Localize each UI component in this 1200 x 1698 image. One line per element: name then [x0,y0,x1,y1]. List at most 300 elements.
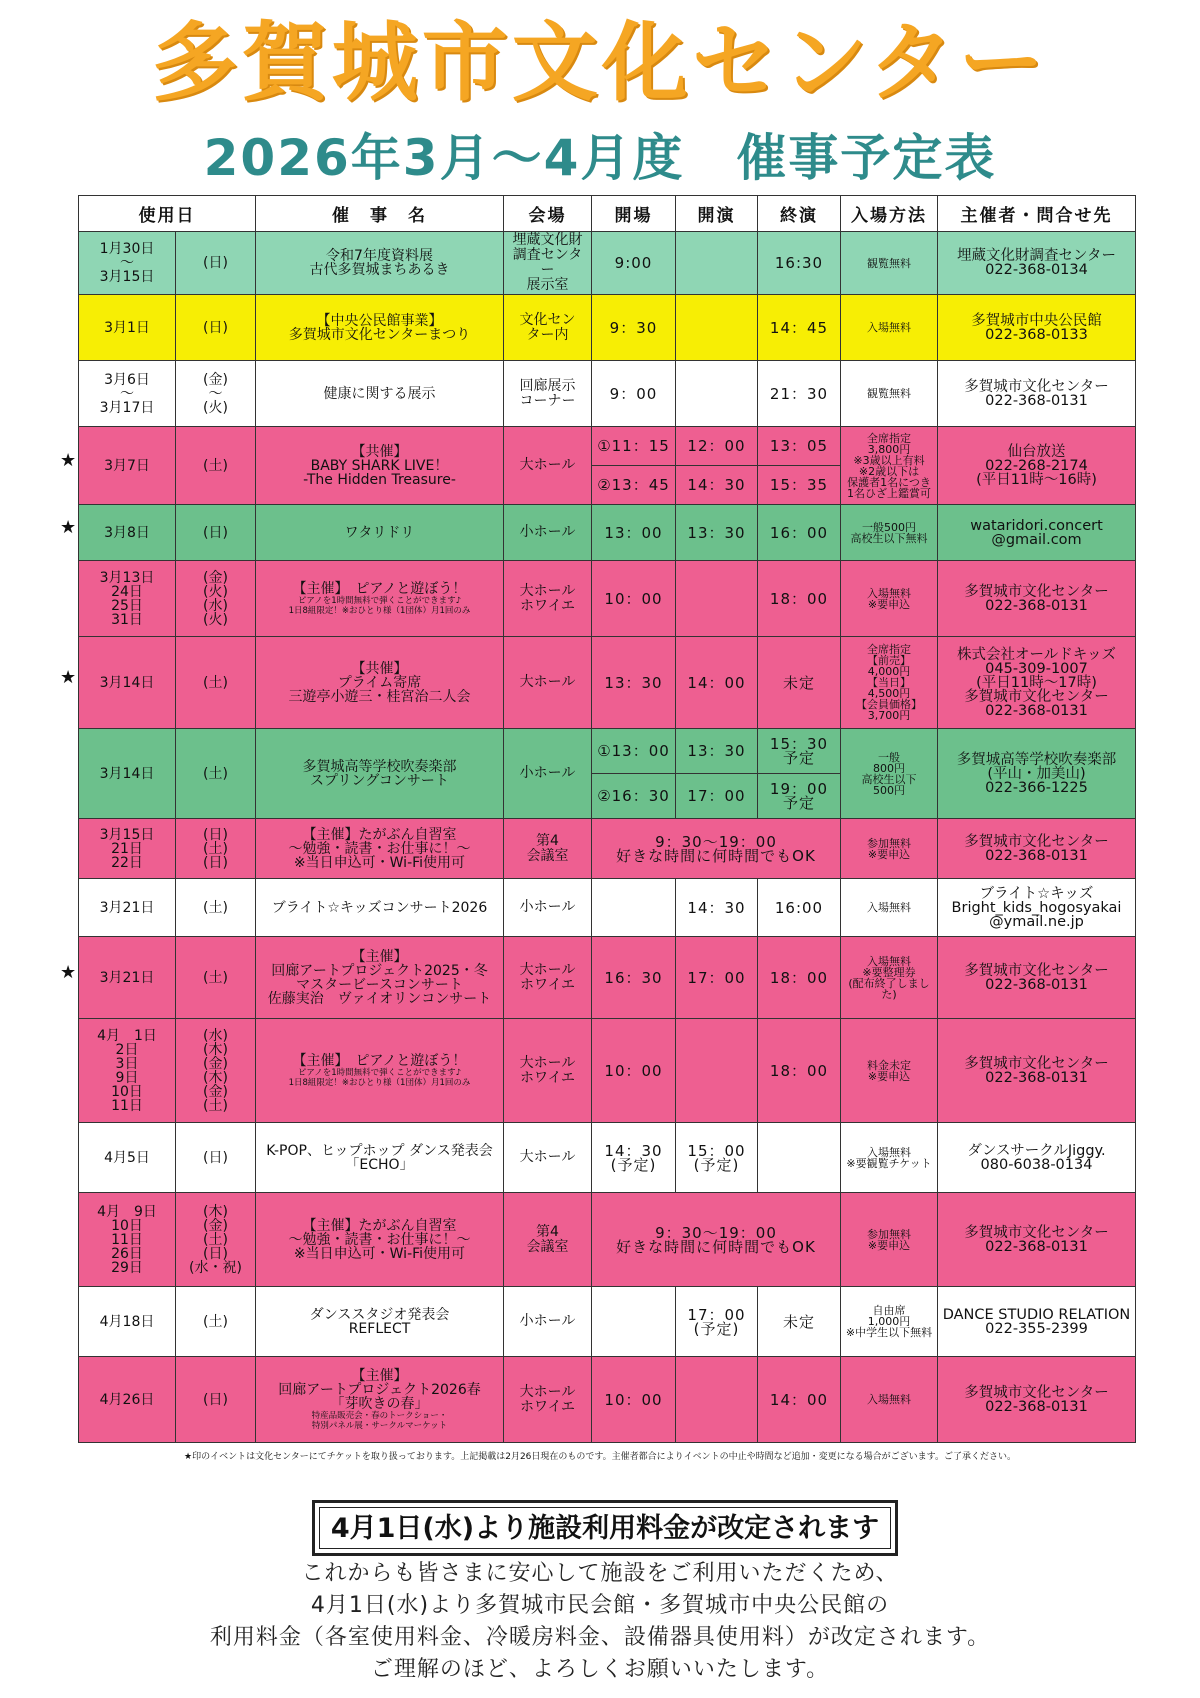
text-line: 入場無料 [867,954,911,968]
text-line: 10日 [111,1083,143,1100]
text-line: 11日 [111,1231,143,1248]
event-name-cell [256,505,504,561]
text-line: ※要観覧チケット [846,1156,932,1170]
text-line: 〜勉強・読書・お仕事に！〜 [288,840,471,857]
date-cell [79,1287,176,1357]
table-row[interactable] [79,505,1136,561]
start-time-cell [676,561,758,637]
event-name-cell [256,729,504,819]
text-line: (平日11時〜16時) [976,471,1097,488]
text-line: 多賀城高等学校吹奏楽部 [302,758,457,775]
text-line: 多賀城市文化センター [964,962,1109,979]
text-line: 株式会社オールドキッズ [957,646,1116,663]
text-line: (金) [203,569,228,586]
text-line: (土) [203,1313,228,1330]
text-line: ホワイエ [519,1069,576,1086]
text-line: 25日 [111,597,143,614]
admission-cell [841,729,938,819]
text-line: ※2歳以下は [858,464,920,478]
text-line: 【会員価格】 [856,698,922,711]
contact-cell [938,637,1136,729]
admission-cell [841,561,938,637]
col-header-open: 開場 [592,196,676,232]
text-line: 観覧無料 [867,256,911,270]
text-line: REFLECT [348,1320,411,1337]
text-line: 多賀城市文化センター [964,1224,1109,1241]
text-line: 【主催】たがぶん自習室 [302,826,457,843]
text-line: 022-368-0131 [985,702,1088,719]
text-line: (日) [203,1391,228,1408]
footnote: ★印のイベントは文化センターにてチケットを取り扱っております。上記掲載は2月26日現在のものです。主催者都合によりイベントの中止や時間など追加・変更になる場合がございます。ご了承ください。 [184,1452,1016,1462]
table-row[interactable] [79,232,1136,295]
text-line: ブライト☆キッズ [979,885,1094,902]
text-line: マスタービースコンサート [296,976,463,993]
text-line: 入場無料 [867,586,911,600]
text-line: (日) [203,255,228,271]
open-time-cell [592,1287,676,1357]
text-line: 文化セン [519,311,576,328]
text-line: 大ホール [519,961,576,978]
text-line: 022-366-1225 [985,779,1088,796]
start-time-cell: 12：00 [676,427,758,466]
open-time-cell: 9：30 [592,295,676,361]
event-name-cell [256,427,504,505]
text-line: (日) [203,1245,228,1262]
text-line: 多賀城市文化センターまつり [288,326,471,343]
text-line: 11日 [111,1097,143,1114]
text-line: 大ホール [519,582,576,599]
venue-cell [504,1123,592,1193]
time-span-cell [592,1193,841,1287]
weekday-cell [176,1019,256,1123]
admission-cell [841,637,938,729]
venue-cell [504,427,592,505]
text-line: 080-6038-0134 [980,1156,1093,1173]
text-line: (日) [203,854,228,871]
venue-cell [504,1019,592,1123]
text-line: (土) [203,765,228,782]
text-line: 好きな時間に何時間でもOK [616,1237,816,1256]
text-line: 令和7年度資料展 [326,248,433,264]
text-line: (日) [203,826,228,843]
end2-time-cell: 15：35 [758,466,841,505]
end-time-cell: 18：00 [758,937,841,1019]
text-line: (金) [203,1083,228,1100]
contact-cell [938,1357,1136,1443]
text-line: (平山・加美山) [987,765,1086,782]
text-line: 第4 [536,832,559,849]
weekday-cell [176,1357,256,1443]
text-line: DANCE STUDIO RELATION [942,1306,1131,1323]
weekday-cell [176,637,256,729]
table-row[interactable] [79,819,1136,879]
text-line: 小ホール [519,765,576,781]
text-line: ブライト☆キッズコンサート2026 [271,899,488,916]
col-header-end: 終演 [758,196,841,232]
text-line: 21日 [111,840,143,857]
text-line: 4月26日 [99,1391,155,1408]
text-line: (土) [203,840,228,857]
text-line: 【主催】 [351,948,408,965]
text-line: 「ECHO」 [345,1156,414,1173]
col-header-contact: 主催者・問合せ先 [938,196,1136,232]
contact-cell [938,819,1136,879]
open2-time-cell: ②16：30 [592,774,676,819]
text-line: 3月15日 [99,826,155,843]
weekday-cell [176,879,256,937]
text-line: 4月18日 [99,1313,155,1330]
contact-cell [938,729,1136,819]
text-line: スプリングコンサート [310,772,449,789]
admission-cell [841,232,938,295]
end-time-cell: 21：30 [758,361,841,427]
start-time-cell [676,1019,758,1123]
venue-cell [504,1357,592,1443]
text-line: 回廊アートプロジェクト2026春 [278,1381,481,1398]
text-line: 3月15日 [99,269,155,285]
text-line: 3日 [115,1055,139,1072]
notice-line: これからも皆さまに安心して施設をご利用いただくため、 [301,1561,899,1586]
table-row[interactable] [79,295,1136,361]
text-line: 【当日】 [867,676,911,689]
text-line: 回廊アートプロジェクト2025・冬 [271,962,488,979]
text-line: 入場無料 [867,1393,911,1406]
text-line: 保護者1名につき [847,475,931,489]
text-line: ※要申込 [867,1069,911,1083]
text-line: (金) [203,1217,228,1234]
notice-heading: 4月1日(水)より施設利用料金が改定されます [319,1507,891,1549]
text-line: 【前売】 [867,654,911,667]
text-line: (水) [203,1027,228,1044]
venue-cell [504,505,592,561]
start-time-cell [676,1357,758,1443]
text-line: プライム寄席 [337,674,422,691]
text-line: 入場無料 [867,1145,911,1159]
col-header-admission: 入場方法 [841,196,938,232]
open-time-cell: 13：30 [592,637,676,729]
text-line: 小ホール [519,899,576,915]
event-name-cell [256,937,504,1019]
text-line: (木) [203,1069,228,1086]
text-line: 3,800円 [867,442,911,456]
text-line: 3月21日 [99,899,155,916]
table-row[interactable] [79,879,1136,937]
date-cell [79,879,176,937]
text-line: (日) [203,319,228,336]
star-marker: ★ [60,962,77,983]
text-line: 入場無料 [867,321,911,334]
text-line: 参加無料 [867,1227,911,1241]
text-line: 022-368-0131 [985,1069,1088,1086]
admission-cell [841,505,938,561]
text-line: 3月21日 [99,969,155,986]
start-time-cell: 14：30 [676,879,758,937]
text-line: (水) [203,597,228,614]
text-line: 3月1日 [104,319,150,336]
weekday-cell [176,1193,256,1287]
start-time-cell [676,361,758,427]
table-row[interactable] [79,937,1136,1019]
text-line: (土) [203,1231,228,1248]
notice-line: 4月1日(水)より多賀城市民会館・多賀城市中央公民館の [310,1593,890,1618]
text-line: 29日 [111,1259,143,1276]
table-row[interactable] [79,1123,1136,1193]
date-cell [79,937,176,1019]
text-line: 「芽吹きの春」 [330,1395,429,1412]
text-line: ※中学生以下無料 [845,1326,933,1339]
end-time-cell: 16:00 [758,879,841,937]
text-line: 全席指定 [867,643,911,656]
col-header-event: 催 事 名 [256,196,504,232]
date-cell [79,427,176,505]
admission-cell [841,295,938,361]
contact-cell [938,232,1136,295]
text-line: 3月7日 [104,457,150,474]
text-line: 調査センター [512,247,583,278]
text-line: -The Hidden Treasure- [303,471,456,488]
start-time-cell [676,232,758,295]
text-line: 〜 [208,385,223,402]
text-line: 全席指定 [867,431,911,445]
contact-cell [938,361,1136,427]
text-line: (日) [203,1149,228,1166]
table-row[interactable] [79,1287,1136,1357]
end-time-cell: 13：05 [758,427,841,466]
text-line: 古代多賀城まちあるき [309,262,450,278]
weekday-cell [176,361,256,427]
text-line: 大ホール [519,1149,576,1165]
text-line: 〜勉強・読書・お仕事に！〜 [288,1231,471,1248]
end-time-cell: 未定 [758,637,841,729]
text-line: 022-368-0131 [985,976,1088,993]
text-line: 展示室 [526,277,569,293]
text-line: ※要申込 [867,847,911,861]
text-line: 会議室 [526,847,569,864]
text-line: 26日 [111,1245,143,1262]
text-line: (土) [203,1097,228,1114]
text-line: 観覧無料 [867,387,911,400]
table-row[interactable] [79,1357,1136,1443]
text-line: 10日 [111,1217,143,1234]
text-line: 【主催】 [351,1367,408,1384]
date-cell [79,819,176,879]
text-line: 2日 [115,1041,139,1058]
text-line: 9日 [115,1069,139,1086]
text-line: 自由席 [872,1304,906,1317]
contact-cell [938,505,1136,561]
text-line: (配布終了しました) [848,976,930,1001]
contact-cell [938,295,1136,361]
col-header-start: 開演 [676,196,758,232]
text-line: コーナー [519,392,576,409]
end-time-cell: 15：30 予定 [758,729,841,774]
text-line: 4月5日 [104,1149,150,1166]
page-title: 多賀城市文化センター [151,13,1049,113]
date-cell [79,729,176,819]
event-name-cell [256,637,504,729]
text-line: @ymail.ne.jp [989,913,1084,930]
text-line: 31日 [111,611,143,628]
venue-cell [504,295,592,361]
text-line: ワタリドリ [344,524,415,541]
venue-cell [504,729,592,819]
admission-cell [841,819,938,879]
text-line: 多賀城市中央公民館 [971,312,1102,329]
venue-cell [504,1193,592,1287]
event-name-cell [256,1287,504,1357]
date-cell [79,295,176,361]
table-row[interactable] [79,561,1136,637]
date-cell [79,361,176,427]
admission-cell [841,1193,938,1287]
date-cell [79,505,176,561]
text-line: (木) [203,1041,228,1058]
admission-cell [841,1123,938,1193]
text-line: 多賀城市文化センター [964,1384,1109,1401]
text-line: 多賀城市文化センター [964,688,1109,705]
event-name-cell [256,1193,504,1287]
text-line: 022-368-0131 [985,1238,1088,1255]
event-name-cell [256,819,504,879]
col-header-date: 使用日 [79,196,256,232]
event-name-cell [256,232,504,295]
text-line: K-POP、ヒップホップ ダンス発表会 [266,1142,493,1159]
text-line: 3月8日 [104,524,150,541]
text-line: ター内 [526,326,569,343]
contact-cell [938,1193,1136,1287]
end-time-cell: 18：00 [758,1019,841,1123]
text-line: (日) [203,524,228,541]
table-row[interactable] [79,427,1136,466]
end-time-cell: 14：45 [758,295,841,361]
weekday-cell [176,1287,256,1357]
end2-time-cell: 19：00 予定 [758,774,841,819]
text-line: 3月14日 [99,765,155,782]
text-line: 800円 [873,761,905,775]
text-line: (平日11時〜17時) [976,674,1097,691]
open-time-cell: 10：00 [592,561,676,637]
text-line: 3月14日 [99,674,155,691]
contact-cell [938,879,1136,937]
text-line: 22日 [111,854,143,871]
start-time-cell: 13：30 [676,505,758,561]
table-row[interactable] [79,729,1136,774]
star-marker: ★ [60,450,77,471]
venue-cell [504,361,592,427]
table-row[interactable] [79,637,1136,729]
date-cell [79,1123,176,1193]
table-row[interactable] [79,361,1136,427]
text-line: (金) [203,371,228,388]
text-line: ※当日申込可・Wi-Fi使用可 [293,1245,466,1262]
table-row[interactable] [79,1193,1136,1287]
notice-line: 利用料金（各室使用料金、冷暖房料金、設備器具使用料）が改定されます。 [209,1625,991,1650]
text-line: ※要申込 [867,1238,911,1252]
event-name-cell [256,361,504,427]
text-line: 回廊展示 [519,377,576,394]
text-line: 1日8組限定！※おひとり様（1団体）月1回のみ [288,1077,471,1088]
text-line: 特産品販売会・春のトークショー・ [311,1410,448,1421]
venue-cell [504,561,592,637]
contact-cell [938,1123,1136,1193]
text-line: 多賀城市文化センター [964,833,1109,850]
text-line: (木) [203,1203,228,1220]
venue-cell [504,637,592,729]
text-line: 022-368-0131 [985,847,1088,864]
open-time-cell [592,879,676,937]
text-line: 参加無料 [867,836,911,850]
open-time-cell: 9:00 [592,232,676,295]
schedule-table [78,195,1136,1443]
weekday-cell [176,232,256,295]
date-cell [79,232,176,295]
notice-body [0,1558,1200,1686]
open2-time-cell: ②13：45 [592,466,676,505]
text-line: 埋蔵文化財 [512,232,583,248]
text-line: 1,000円 [867,1315,911,1328]
star-marker: ★ [60,517,77,538]
text-line: 多賀城市文化センター [964,583,1109,600]
time-span-cell [592,819,841,879]
weekday-cell [176,561,256,637]
admission-cell [841,879,938,937]
date-cell [79,1357,176,1443]
date-cell [79,561,176,637]
admission-cell [841,1357,938,1443]
event-name-cell [256,561,504,637]
start-time-cell: 15：00 (予定) [676,1123,758,1193]
text-line: ダンスサークルJiggy. [967,1142,1106,1159]
text-line: 入場無料 [867,901,911,914]
text-line: 好きな時間に何時間でもOK [616,846,816,865]
end-time-cell: 18：00 [758,561,841,637]
admission-cell [841,427,938,505]
text-line: 022-268-2174 [985,457,1088,474]
end-time-cell: 14：00 [758,1357,841,1443]
text-line: 【主催】 ピアノと遊ぼう！ [292,1052,467,1069]
text-line: Bright_kids_hogosyakai [951,899,1122,916]
text-line: 9：30〜19：00 [655,1223,777,1242]
text-line: 【主催】 ピアノと遊ぼう！ [292,580,467,597]
event-name-cell [256,295,504,361]
weekday-cell [176,937,256,1019]
end-time-cell: 16：00 [758,505,841,561]
text-line: 022-368-0131 [985,597,1088,614]
text-line: (土) [203,899,228,916]
event-name-cell [256,879,504,937]
start-time-cell: 17：00 [676,937,758,1019]
text-line: 9：30〜19：00 [655,832,777,851]
text-line: 一般 [878,750,900,764]
start-time-cell [676,295,758,361]
col-header-venue: 会場 [504,196,592,232]
text-line: 500円 [873,783,905,797]
text-line: 小ホール [519,524,576,540]
date-cell [79,637,176,729]
admission-cell [841,1287,938,1357]
open-time-cell: 9：00 [592,361,676,427]
venue-cell [504,232,592,295]
text-line: ホワイエ [519,597,576,614]
open-time-cell: ①11：15 [592,427,676,466]
venue-cell [504,937,592,1019]
event-name-cell [256,1019,504,1123]
text-line: 特別パネル展・サークルマーケット [311,1420,448,1431]
notice-line: ご理解のほど、よろしくお願いいたします。 [370,1657,830,1682]
date-cell [79,1193,176,1287]
text-line: 〜 [120,255,134,271]
table-row[interactable] [79,1019,1136,1123]
